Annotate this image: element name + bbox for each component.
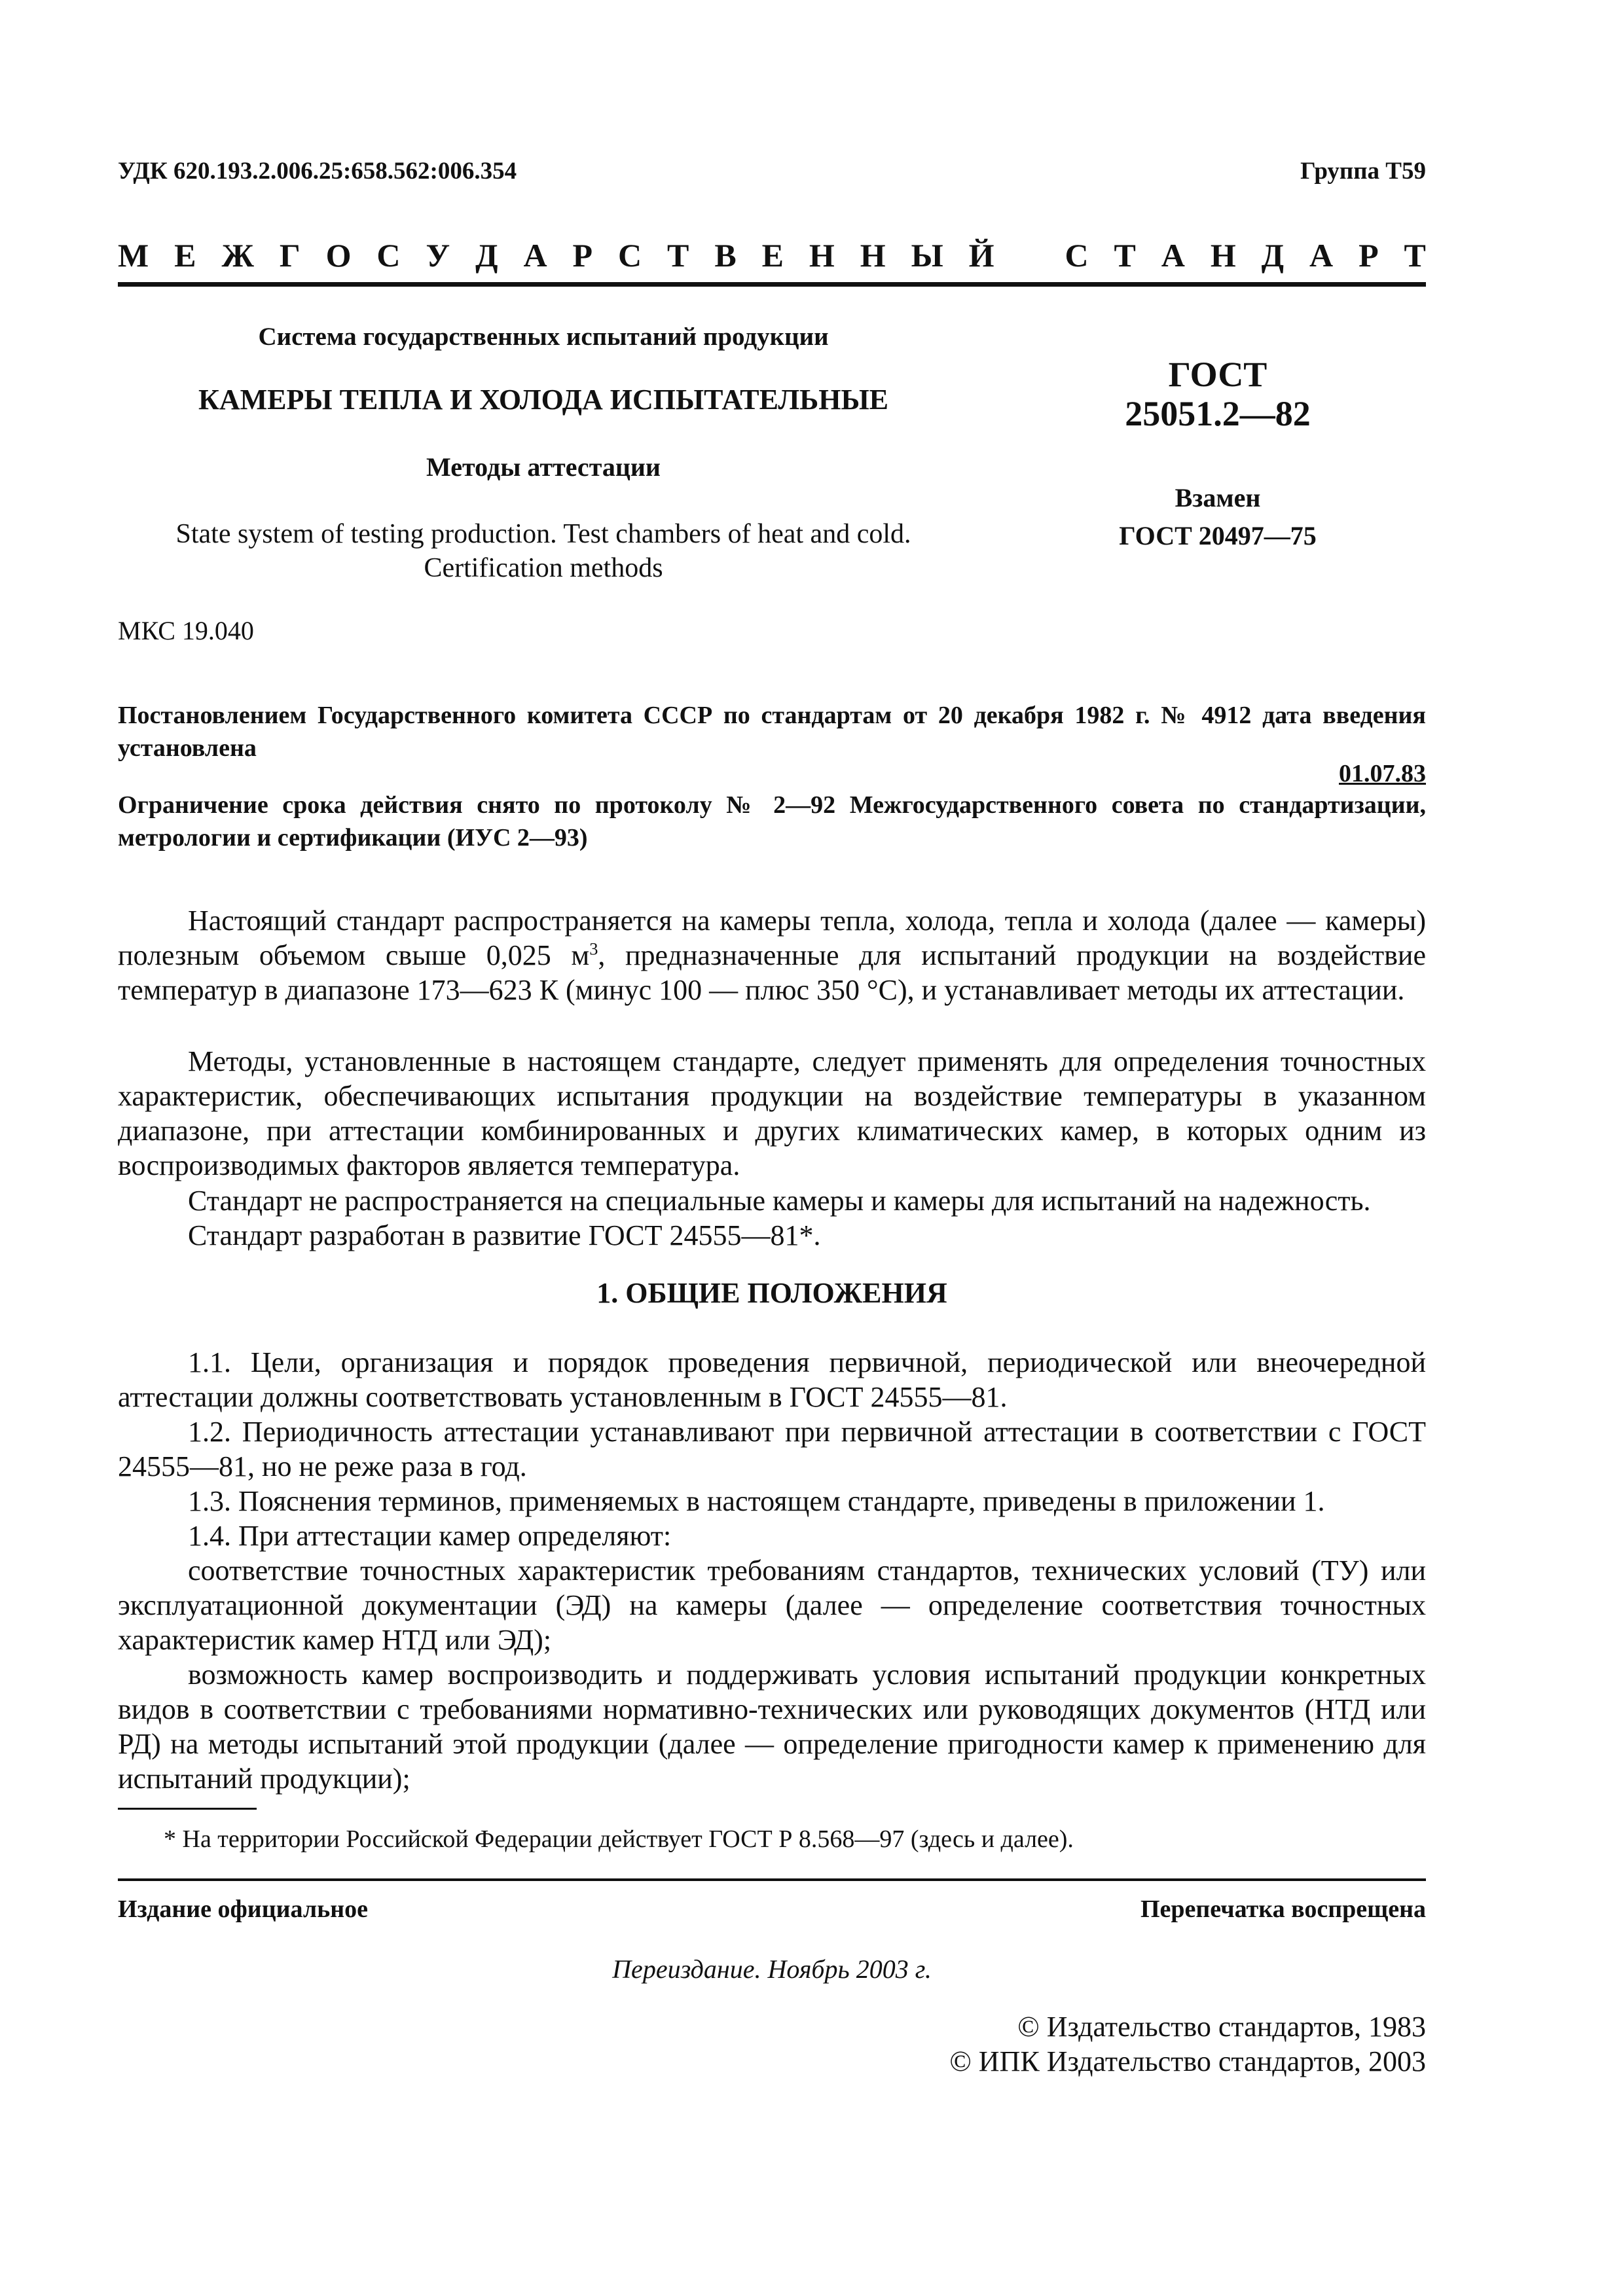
intro-text: Настоящий стандарт распространяется на камеры тепла, холода, тепла и холода (далее — камеры) полезным объемом свыше 0,025 м — [118, 905, 1426, 971]
system-title: Система государственных испытаний продукции — [258, 323, 829, 351]
banner-letter: Е — [174, 237, 196, 274]
banner-letter: Н — [1210, 237, 1236, 274]
replaces-label: Взамен — [1175, 483, 1261, 512]
banner-letter: Й — [968, 237, 994, 274]
banner-letter: С — [376, 237, 401, 274]
banner-rule — [118, 282, 1426, 287]
clause-1-2: 1.2. Периодичность аттестации устанавливают при первичной аттестации в соответствии с ГОСТ 24555—81, но не реже раза в год. — [118, 1416, 1426, 1482]
copyright-block — [949, 2009, 1426, 2079]
banner-gap — [1020, 236, 1040, 275]
gost-designation — [1054, 355, 1381, 433]
banner-letter: Р — [572, 237, 593, 274]
reprint-prohibited: Перепечатка воспрещена — [1140, 1895, 1426, 1923]
group-code: Группа Т59 — [1300, 158, 1426, 185]
banner-letter: Т — [1114, 237, 1136, 274]
banner-letter: А — [1309, 237, 1334, 274]
banner-letter: М — [118, 237, 149, 274]
banner-letter: Н — [809, 237, 835, 274]
section-heading: 1. ОБЩИЕ ПОЛОЖЕНИЯ — [596, 1277, 947, 1309]
replaces-block — [1054, 479, 1381, 555]
banner-letter: А — [1161, 237, 1185, 274]
banner-letter: Д — [1261, 237, 1285, 274]
clause-1-1: 1.1. Цели, организация и порядок проведения первичной, периодической или внеочередной аттестации должны соответствовать установленным в ГОСТ 24555—81. — [118, 1346, 1426, 1413]
decree-text: Постановлением Государственного комитета СССР по стандартам от 20 декабря 1982 г. № 4912 дата введения установлена — [118, 702, 1426, 762]
banner-letter: Т — [667, 237, 689, 274]
banner-letter: Г — [279, 237, 301, 274]
superscript: 3 — [589, 939, 598, 959]
intro-paragraph-1 — [118, 903, 1426, 1007]
banner-letter: С — [1065, 237, 1089, 274]
official-edition: Издание официальное — [118, 1895, 369, 1923]
banner-letter: Н — [860, 237, 886, 274]
reissue-note: Переиздание. Ноябрь 2003 г. — [612, 1954, 932, 1984]
footnote: * На территории Российской Федерации действует ГОСТ Р 8.568—97 (здесь и далее). — [164, 1825, 1074, 1853]
footnote-rule — [118, 1808, 257, 1810]
clause-1-4-item-b: возможность камер воспроизводить и поддерживать условия испытаний продукции конкретных видов в соответствии с требованиями нормативно-технических или руководящих документов (НТД или РД) на методы испытаний этой продукции (далее — определение пригодности камер к применению для испытаний продукции); — [118, 1659, 1426, 1795]
gost-number: 25051.2—82 — [1125, 394, 1311, 433]
english-title — [118, 517, 969, 585]
document-subtitle: Методы аттестации — [426, 452, 661, 482]
clause-1-3: 1.3. Пояснения терминов, применяемых в настоящем стандарте, приведены в приложении 1. — [188, 1485, 1325, 1517]
interstate-standard-banner — [118, 236, 1426, 275]
clause-1-4-item-a: соответствие точностных характеристик требованиям стандартов, технических условий (ТУ) или эксплуатационной документации (ЭД) на камеры (далее — определение соответствия точностных характеристик камер НТД или ЭД); — [118, 1554, 1426, 1656]
banner-letter: Ж — [221, 237, 254, 274]
intro-paragraph-3: Стандарт не распространяется на специальные камеры и камеры для испытаний на надежность. — [188, 1185, 1371, 1217]
gost-label: ГОСТ — [1168, 355, 1267, 394]
clause-1-4: 1.4. При аттестации камер определяют: — [188, 1520, 672, 1552]
copyright-line: © Издательство стандартов, 1983 — [1017, 2011, 1426, 2043]
banner-letter: О — [325, 237, 352, 274]
banner-letter: Д — [475, 237, 498, 274]
banner-letter: С — [617, 237, 642, 274]
udk-code: УДК 620.193.2.006.25:658.562:006.354 — [118, 158, 517, 185]
replaces-number: ГОСТ 20497—75 — [1119, 521, 1317, 550]
footer-rule — [118, 1878, 1426, 1881]
intro-paragraph-4: Стандарт разработан в развитие ГОСТ 24555—81*. — [188, 1219, 821, 1251]
document-title: КАМЕРЫ ТЕПЛА И ХОЛОДА ИСПЫТАТЕЛЬНЫЕ — [198, 384, 889, 416]
banner-letter: Т — [1404, 237, 1426, 274]
banner-letter: У — [426, 237, 450, 274]
intro-text: , предназначенные для испытаний продукции на воздействие температур в диапазоне 173—623 К (минус 100 — плюс 350 °С), и устанавливает методы их аттестации. — [118, 939, 1426, 1006]
copyright-line: © ИПК Издательство стандартов, 2003 — [949, 2045, 1426, 2077]
banner-letter: Е — [761, 237, 784, 274]
banner-letter: Ы — [911, 237, 943, 274]
banner-letter: Р — [1359, 237, 1379, 274]
limitation-text: Ограничение срока действия снято по протоколу № 2—92 Межгосударственного совета по стандартизации, метрологии и сертификации (ИУС 2—93) — [118, 791, 1426, 852]
banner-letter: А — [523, 237, 547, 274]
introduction-date: 01.07.83 — [1339, 760, 1426, 787]
intro-paragraph-2: Методы, установленные в настоящем стандарте, следует применять для определения точностных характеристик, обеспечивающих испытания продукции на воздействие температуры в указанном диапазоне, при аттестации комбинированных и других климатических камер, в которых одним из воспроизводимых факторов является температура. — [118, 1045, 1426, 1181]
mks-code: МКС 19.040 — [118, 616, 254, 645]
english-title-line: State system of testing production. Test chambers of heat and cold. — [175, 519, 911, 549]
banner-letter: В — [714, 237, 737, 274]
english-title-line: Certification methods — [424, 553, 663, 583]
